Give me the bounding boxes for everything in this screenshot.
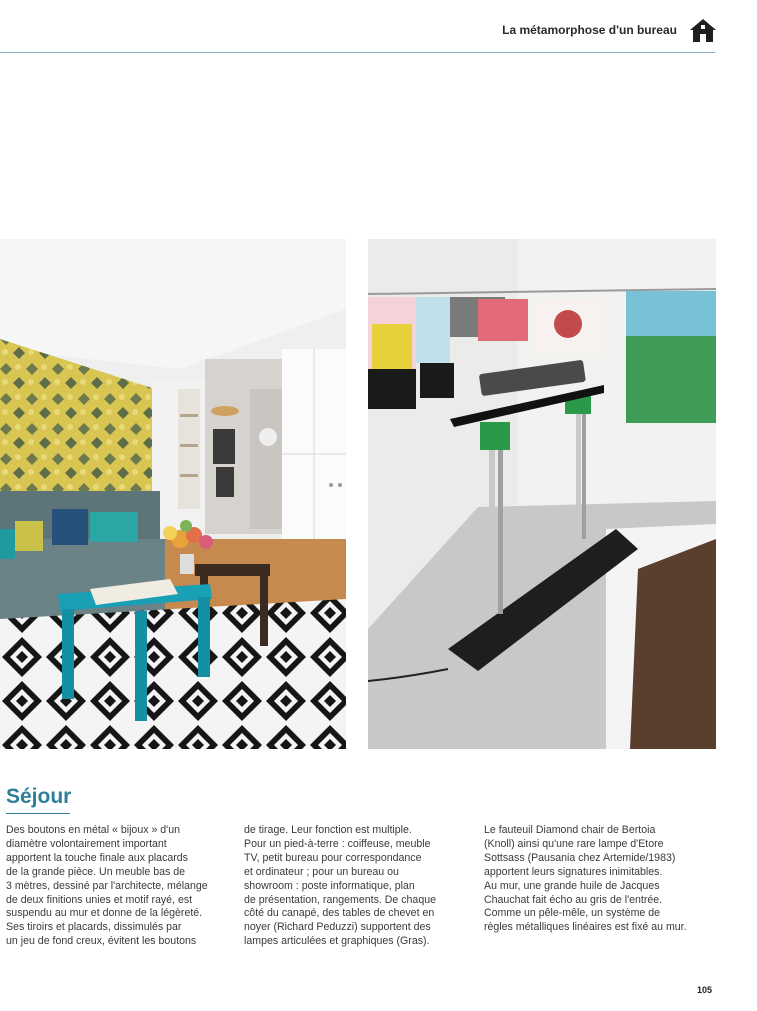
column-1-line: suspendu au mur et donne de la légèreté. — [6, 907, 203, 920]
column-1-line: de deux finitions unies et motif rayé, est — [6, 893, 193, 906]
column-1-line: apportent la touche finale aux placards — [6, 851, 188, 864]
column-2-line: de tirage. Leur fonction est multiple. — [244, 824, 412, 836]
column-3-line: (Knoll) ainsi qu'une rare lampe d'Etore — [484, 837, 664, 850]
column-2-line: côté du canapé, des tables de chevet en — [244, 907, 435, 920]
living-room-photo — [0, 239, 346, 749]
page-number: 105 — [697, 985, 713, 995]
body-column-2 — [244, 824, 469, 949]
column-2-line: Pour un pied-à-terre : coiffeuse, meuble — [244, 837, 431, 850]
header-rule — [0, 52, 715, 53]
section-rule — [6, 813, 70, 814]
section-title: Séjour — [6, 785, 72, 808]
column-3-line: Chauchat fait écho au gris de l'entrée. — [484, 893, 663, 906]
body-column-3 — [484, 824, 712, 935]
column-1-line: diamètre volontairement important — [6, 837, 167, 850]
lamp-photo — [368, 239, 716, 749]
column-3-line: Le fauteuil Diamond chair de Bertoia — [484, 824, 656, 836]
column-3-line: apportent leurs signatures inimitables. — [484, 865, 663, 878]
column-1-line: Ses tiroirs et placards, dissimulés par — [6, 921, 182, 934]
column-2-line: et ordinateur ; pour un bureau ou — [244, 865, 399, 878]
column-3-line: Au mur, une grande huile de Jacques — [484, 879, 660, 892]
column-2-line: lampes articulées et graphiques (Gras). — [244, 935, 430, 948]
column-3-line: Comme un pêle-mêle, un système de — [484, 907, 661, 920]
body-column-1 — [6, 824, 231, 949]
column-2-line: de présentation, rangements. De chaque — [244, 893, 436, 906]
column-3-line: Sottsass (Pausania chez Artemide/1983) — [484, 851, 676, 864]
column-3-line: règles métalliques linéaires est fixé au mur. — [484, 921, 687, 934]
column-2-line: TV, petit bureau pour correspondance — [244, 851, 422, 864]
home-icon — [689, 16, 717, 44]
column-1-line: Des boutons en métal « bijoux » d'un — [6, 824, 180, 836]
header-title: La métamorphose d'un bureau — [502, 23, 677, 37]
column-1-line: un jeu de fond creux, évitent les boutons — [6, 935, 197, 948]
column-1-line: 3 mètres, dessiné par l'architecte, mélange — [6, 879, 208, 892]
column-2-line: showroom : poste informatique, plan — [244, 879, 415, 892]
column-1-line: de la grande pièce. Un meuble bas de — [6, 865, 186, 878]
column-2-line: noyer (Richard Peduzzi) supportent des — [244, 921, 431, 934]
